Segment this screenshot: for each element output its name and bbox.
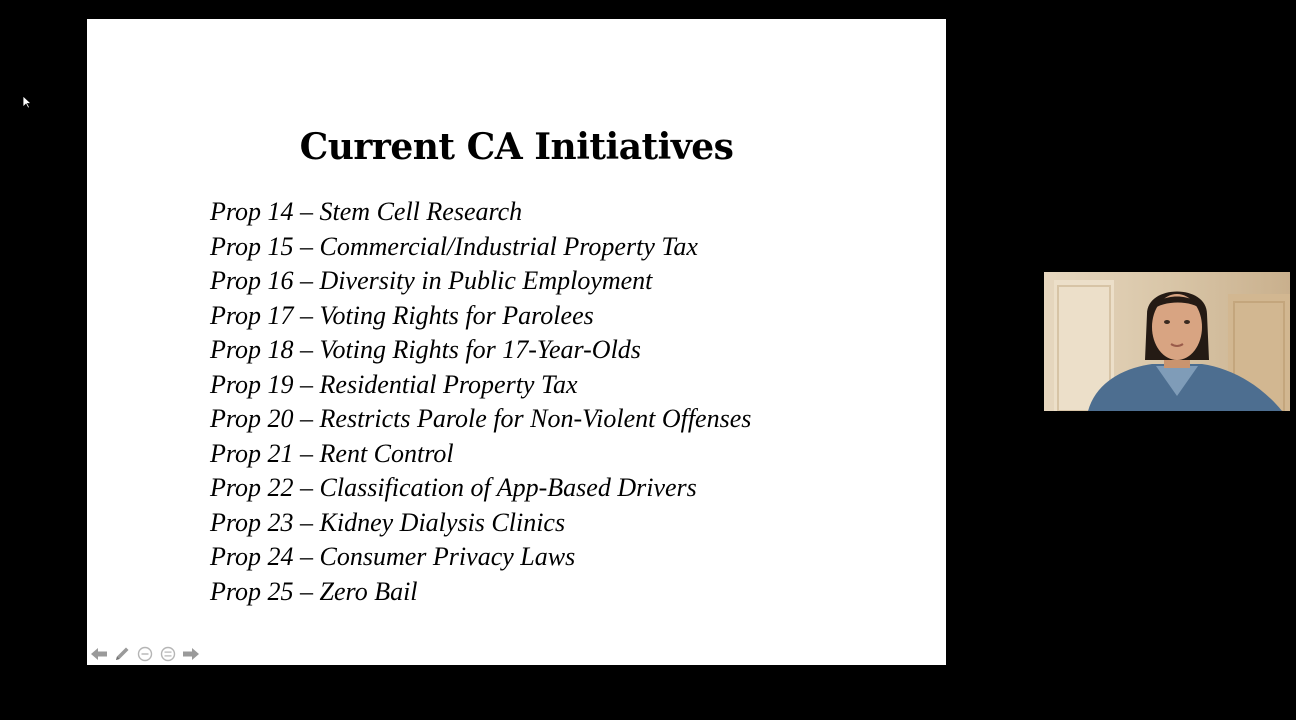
arrow-right-icon [182,647,200,661]
list-item: Prop 19 – Residential Property Tax [210,369,578,399]
next-slide-button[interactable] [181,645,201,663]
list-item: Prop 20 – Restricts Parole for Non-Violent Offenses [210,404,752,433]
list-item: Prop 22 – Classification of App-Based Drivers [210,473,697,502]
slide-controls [89,645,201,663]
list-item: Prop 18 – Voting Rights for 17-Year-Olds [210,335,641,364]
proposition-list [210,195,751,609]
pen-tool-button[interactable] [112,645,132,663]
list-item: Prop 25 – Zero Bail [210,576,418,606]
list-item: Prop 17 – Voting Rights for Parolees [210,300,594,330]
presenter-video-image [1044,272,1290,411]
arrow-left-icon [90,647,108,661]
list-item: Prop 16 – Diversity in Public Employment [210,266,653,295]
list-item: Prop 24 – Consumer Privacy Laws [210,542,576,571]
list-item: Prop 15 – Commercial/Industrial Property Tax [210,231,698,261]
webcam-video [1044,272,1290,411]
zoom-out-icon [137,646,153,662]
pen-icon [113,646,131,662]
slide-title: Current CA Initiatives [299,126,734,168]
mouse-cursor-icon [22,95,32,109]
presentation-slide [87,19,946,665]
slide-menu-button[interactable] [158,645,178,663]
previous-slide-button[interactable] [89,645,109,663]
list-item: Prop 23 – Kidney Dialysis Clinics [210,507,566,537]
list-item: Prop 14 – Stem Cell Research [210,197,523,226]
list-item: Prop 21 – Rent Control [210,438,454,468]
zoom-button[interactable] [135,645,155,663]
menu-icon [160,646,176,662]
